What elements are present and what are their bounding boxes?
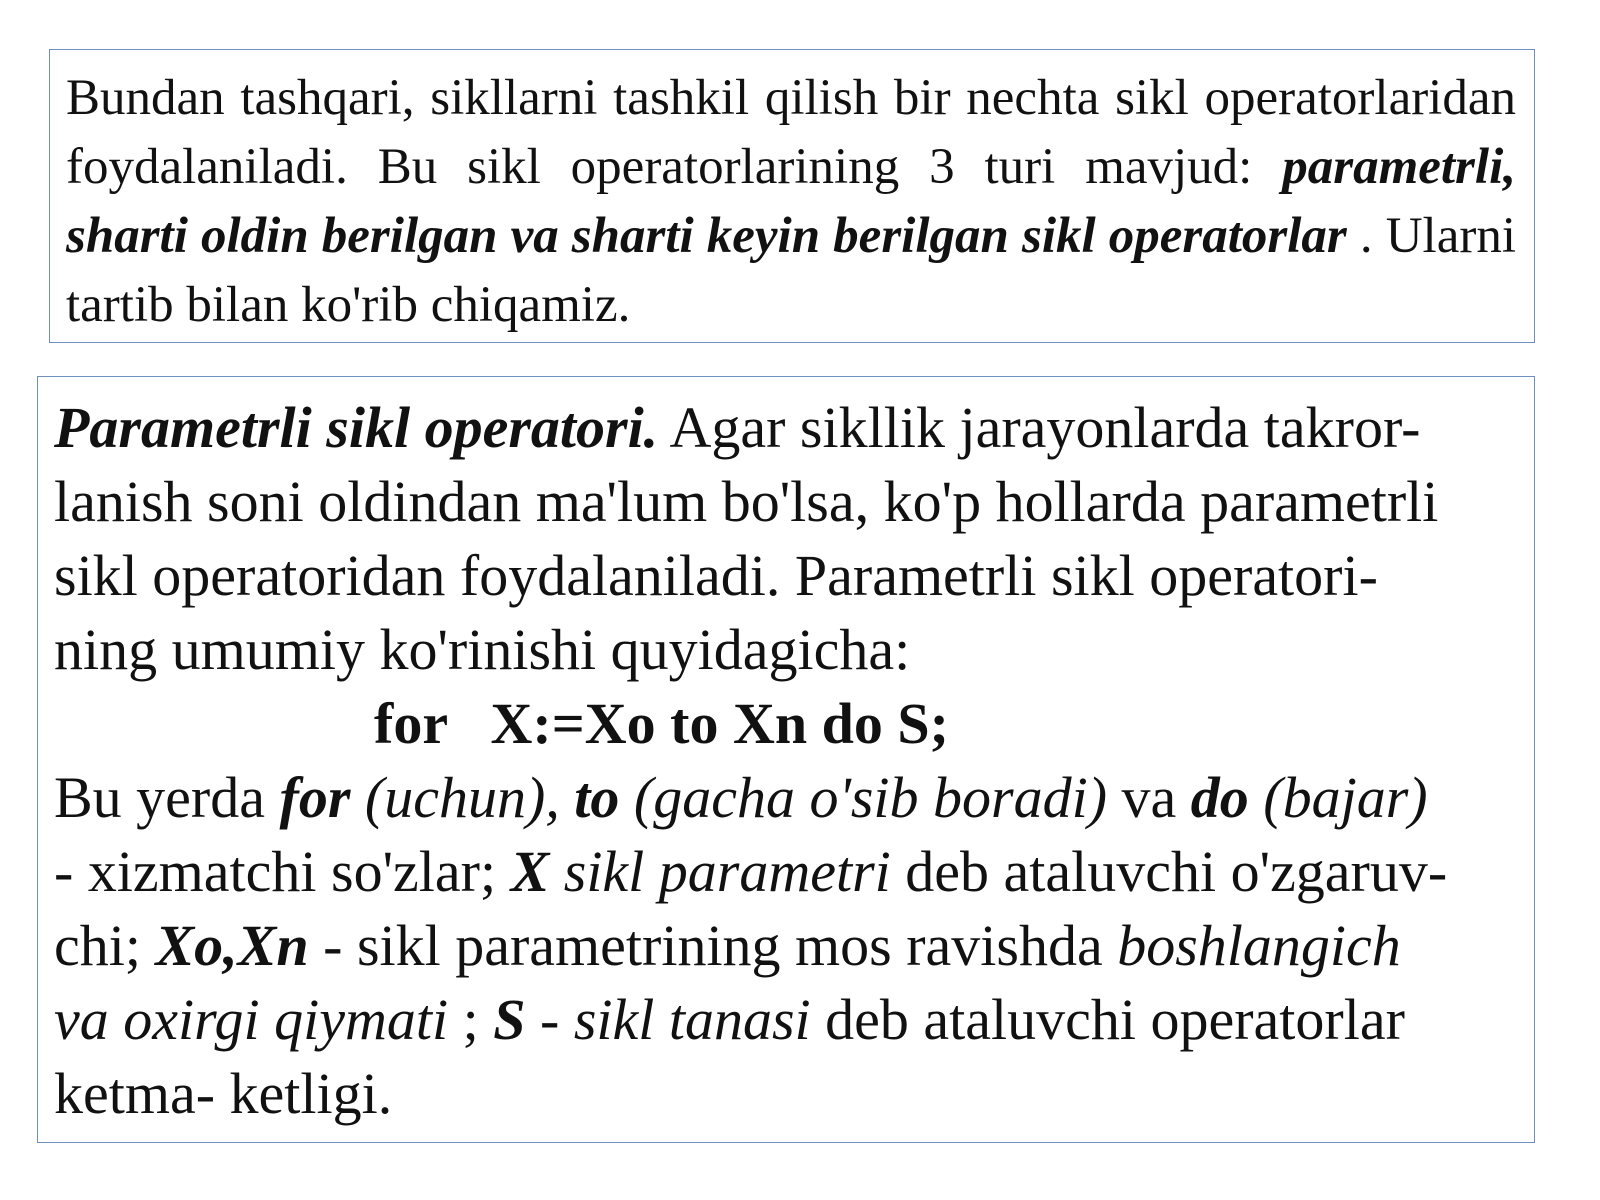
desc-line-3 [54,909,1516,983]
desc-text: - xizmatchi so'zlar; [54,839,511,904]
desc-text: - [525,987,574,1052]
keyword-do-translation: (bajar) [1248,765,1428,830]
desc-line-5: ketma- ketligi. [54,1061,393,1126]
term-s: S [493,987,526,1052]
param-line-4: ning umumiy ko'rinishi quyidagicha: [54,617,911,682]
desc-text: ; [448,987,494,1052]
desc-line-4 [54,983,1516,1057]
parametric-loop-paragraph [54,391,1516,1131]
intro-operator-types: parametrli, sharti oldin berilgan va sharti keyin berilgan sikl operatorlar [66,139,1516,264]
keyword-to: to [574,765,620,830]
param-line-2: lanish soni oldindan ma'lum bo'lsa, ko'p hollarda parametrli [54,469,1439,534]
desc-text: deb ataluvchi o'zgaruv- [890,839,1448,904]
term-x: X [510,839,550,904]
desc-text: chi; [54,913,156,978]
intro-text-box [49,49,1535,343]
keyword-for-translation: (uchun), [350,765,560,830]
for-loop-syntax: for X:=Xo to Xn do S; [374,691,949,756]
term-x-meaning: sikl parametri [549,839,891,904]
desc-text: va [1107,765,1191,830]
parametric-loop-box [37,376,1535,1143]
term-loop-body: sikl tanasi [573,987,811,1052]
desc-space [560,765,575,830]
param-heading: Parametrli sikl operatori. [54,395,659,460]
intro-text-part1: Bundan tashqari, sikllarni tashkil qilish bir nechta sikl operatorlaridan foydalaniladi. Bu sikl operatorlarining 3 turi mavjud: [66,70,1516,195]
keyword-do: do [1190,765,1249,830]
desc-line-2 [54,835,1516,909]
term-end-value: va oxirgi qiymati [54,987,449,1052]
desc-text: deb ataluvchi operatorlar [810,987,1405,1052]
intro-paragraph [66,64,1516,340]
param-line1-rest: Agar sikllik jarayonlarda takror- [658,395,1421,460]
keyword-to-translation: (gacha o'sib boradi) [619,765,1108,830]
term-start-value: boshlangich [1117,913,1401,978]
desc-line-1 [54,761,1516,835]
param-line-1 [54,391,1516,465]
intro-text-part2: . Ularni tartib bilan ko'rib chiqamiz. [66,208,1516,333]
param-line-3: sikl operatoridan foydalaniladi. Parametrli sikl operatori- [54,543,1378,608]
term-xo-xn: Xo,Xn [155,913,309,978]
desc-text: - sikl parametrining mos ravishda [308,913,1118,978]
desc-text: Bu yerda [54,765,280,830]
keyword-for: for [279,765,351,830]
